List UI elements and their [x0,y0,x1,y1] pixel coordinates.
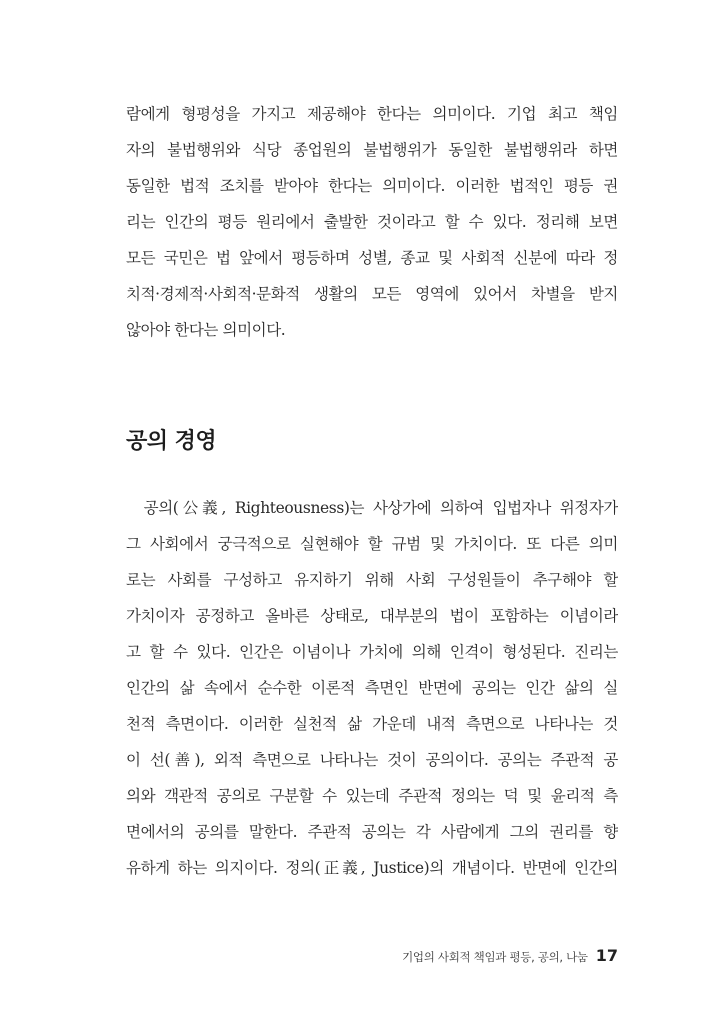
text-line: 유하게 하는 의지이다. 정의(正義, Justice)의 개념이다. 반면에 인간의 [126,859,618,877]
text-line: 자의 불법행위와 식당 종업원의 불법행위가 동일한 불법행위라 하면 [126,141,618,159]
text-line: 람에게 형평성을 가지고 제공해야 한다는 의미이다. 기업 최고 책임 [126,105,618,123]
text-line: 이 선(善), 외적 측면으로 나타나는 것이 공의이다. 공의는 주관적 공 [126,751,618,769]
text-line: 동일한 법적 조치를 받아야 한다는 의미이다. 이러한 법적인 평등 권 [126,177,618,195]
text-line: 치적·경제적·사회적·문화적 생활의 모든 영역에 있어서 차별을 받지 [126,285,618,303]
page-number: 17 [595,946,618,965]
body-paragraph-2 [126,490,618,886]
running-title: 기업의 사회적 책임과 평등, 공의, 나눔 [402,950,588,964]
text-line: 않아야 한다는 의미이다. [126,321,286,339]
text-line: 공의(公義, Righteousness)는 사상가에 의하여 입법자나 위정자가 [126,499,618,517]
body-paragraph-1 [126,96,618,348]
text-line: 천적 측면이다. 이러한 실천적 삶 가운데 내적 측면으로 나타나는 것 [126,715,618,733]
page-footer [402,946,618,965]
text-line: 의와 객관적 공의로 구분할 수 있는데 주관적 정의는 덕 및 윤리적 측 [126,787,618,805]
text-line: 모든 국민은 법 앞에서 평등하며 성별, 종교 및 사회적 신분에 따라 정 [126,249,618,267]
section-heading: 공의 경영 [126,429,217,454]
text-line: 고 할 수 있다. 인간은 이념이나 가치에 의해 인격이 형성된다. 진리는 [126,643,618,661]
text-line: 인간의 삶 속에서 순수한 이론적 측면인 반면에 공의는 인간 삶의 실 [126,679,618,697]
text-line: 리는 인간의 평등 원리에서 출발한 것이라고 할 수 있다. 정리해 보면 [126,213,618,231]
text-line: 면에서의 공의를 말한다. 주관적 공의는 각 사람에게 그의 권리를 향 [126,823,618,841]
text-line: 그 사회에서 궁극적으로 실현해야 할 규범 및 가치이다. 또 다른 의미 [126,535,618,553]
text-line: 로는 사회를 구성하고 유지하기 위해 사회 구성원들이 추구해야 할 [126,571,618,589]
text-line: 가치이자 공정하고 올바른 상태로, 대부분의 법이 포함하는 이념이라 [126,607,618,625]
